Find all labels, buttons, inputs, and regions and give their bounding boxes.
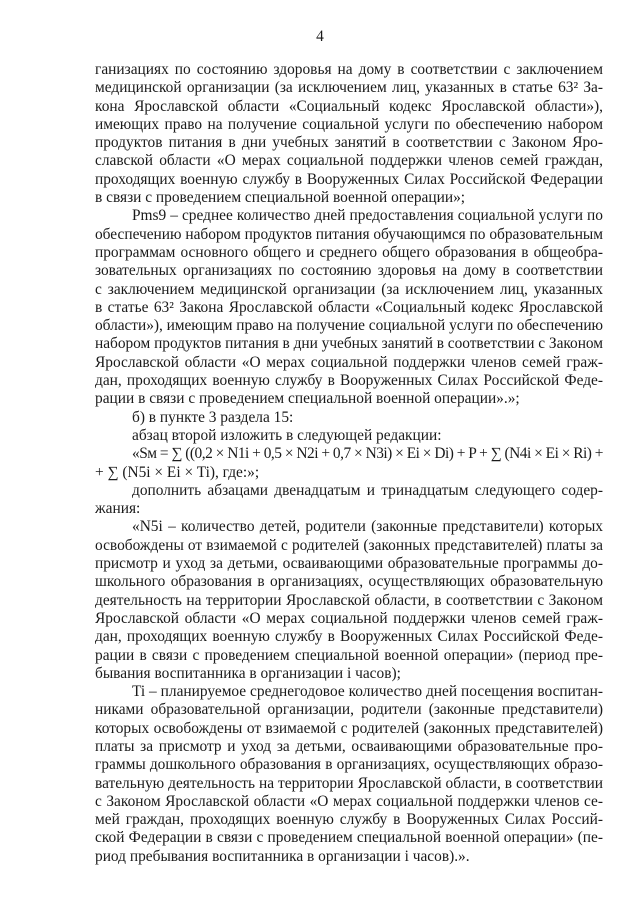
paragraph	[95, 409, 603, 427]
text-line: в статье 63² Закона Ярославской области «Социальный кодекс Ярославской	[95, 298, 603, 316]
text-line: жания:	[95, 500, 141, 518]
text-line: Ярославской области «О мерах социальной поддержки членов семей граж-	[95, 609, 603, 627]
text-line: с Законом Ярославской области «О мерах социальной поддержки членов се-	[95, 792, 603, 810]
text-line: вательную деятельность на территории Ярославской области, в соответствии	[95, 774, 603, 792]
text-line: в связи с проведением специальной военной операции»;	[95, 189, 466, 207]
text-line: программам основного общего и среднего общего образования в общеобра-	[95, 243, 603, 261]
text-line: обеспечению набором продуктов питания обучающимся по образовательным	[95, 225, 603, 243]
text-line: + ∑ (N5i × Ei × Ti), где:»;	[95, 463, 260, 481]
text-line: имеющих право на получение социальной услуги по обеспечению набором	[95, 115, 603, 133]
text-line: Pms9 – среднее количество дней предоставления социальной услуги по	[132, 207, 603, 225]
text-line: набором продуктов питания в дни учебных занятий в соответствии с Законом	[95, 335, 604, 353]
text-line: мей граждан, проходящих военную службу в Вооруженных Силах Россий-	[95, 811, 603, 829]
text-line: бывания воспитанника в организации i часов);	[95, 664, 401, 682]
paragraph	[95, 445, 603, 482]
text-line: рации в связи с проведением специальной военной операции».»;	[95, 390, 520, 408]
paragraph	[95, 482, 603, 519]
text-line: продуктов питания в дни учебных занятий в соответствии с Законом Яро-	[95, 134, 603, 152]
text-line: никами образовательной организации, родители (законные представители)	[95, 701, 603, 719]
text-line: кона Ярославской области «Социальный кодекс Ярославской области»),	[95, 97, 603, 115]
text-line: платы за присмотр и уход за детьми, осваивающими образовательные про-	[95, 737, 603, 755]
document-body	[95, 61, 603, 866]
text-line: абзац второй изложить в следующей редакции:	[132, 426, 442, 444]
text-line: ской Федерации в связи с проведением специальной военной операции» (пе-	[95, 829, 603, 847]
text-line: проходящих военную службу в Вооруженных Силах Российской Федерации	[95, 170, 603, 188]
text-line: дополнить абзацами двенадцатым и тринадцатым следующего содер-	[132, 481, 603, 499]
paragraph	[95, 427, 603, 445]
text-line: ганизациях по состоянию здоровья на дому в соответствии с заключением	[95, 61, 603, 78]
text-line: граммы дошкольного образования в организациях, осуществляющих образо-	[95, 756, 603, 774]
text-line: медицинской организации (за исключением лиц, указанных в статье 63² За-	[95, 79, 603, 97]
text-line: присмотр и уход за детьми, осваивающими образовательные программы до-	[95, 555, 603, 573]
text-line: которых освобождены от взимаемой с родителей (законных представителей)	[95, 719, 603, 737]
paragraph	[95, 61, 603, 207]
text-line: школьного образования в организациях, осуществляющих образовательную	[95, 573, 603, 591]
text-line: «N5i – количество детей, родители (законные представители) которых	[132, 518, 603, 536]
paragraph	[95, 207, 603, 408]
text-line: риод пребывания воспитанника в организации i часов).».	[95, 847, 470, 865]
paragraph	[95, 683, 603, 866]
text-line: дан, проходящих военную службу в Вооруженных Силах Российской Феде-	[95, 628, 603, 646]
paragraph	[95, 518, 603, 683]
text-line: освобождены от взимаемой с родителей (законных представителей) платы за	[95, 536, 603, 554]
text-line: с заключением медицинской организации (за исключением лиц, указанных	[95, 280, 603, 298]
text-line: дан, проходящих военную службу в Вооруженных Силах Российской Феде-	[95, 372, 603, 390]
text-line: славской области «О мерах социальной поддержки членов семей граждан,	[95, 152, 603, 170]
text-line: области»), имеющим право на получение социальной услуги по обеспечению	[95, 317, 603, 335]
text-line: зовательных организациях по состоянию здоровья на дому в соответствии	[95, 262, 603, 280]
text-line: рации в связи с проведением специальной военной операции» (период пре-	[95, 646, 603, 664]
text-line: Ярославской области «О мерах социальной поддержки членов семей граж-	[95, 353, 603, 371]
text-line: б) в пункте 3 раздела 15:	[132, 408, 294, 426]
page-number: 4	[316, 28, 324, 45]
text-line: Ti – планируемое среднегодовое количество дней посещения воспитан-	[132, 683, 603, 701]
text-line: деятельность на территории Ярославской области, в соответствии с Законом	[95, 591, 603, 609]
text-line: «Sм = ∑ ((0,2 × N1i + 0,5 × N2i + 0,7 × N3i) × Ei × Di) + P + ∑ (N4i × Ei × Ri) +	[132, 445, 603, 463]
